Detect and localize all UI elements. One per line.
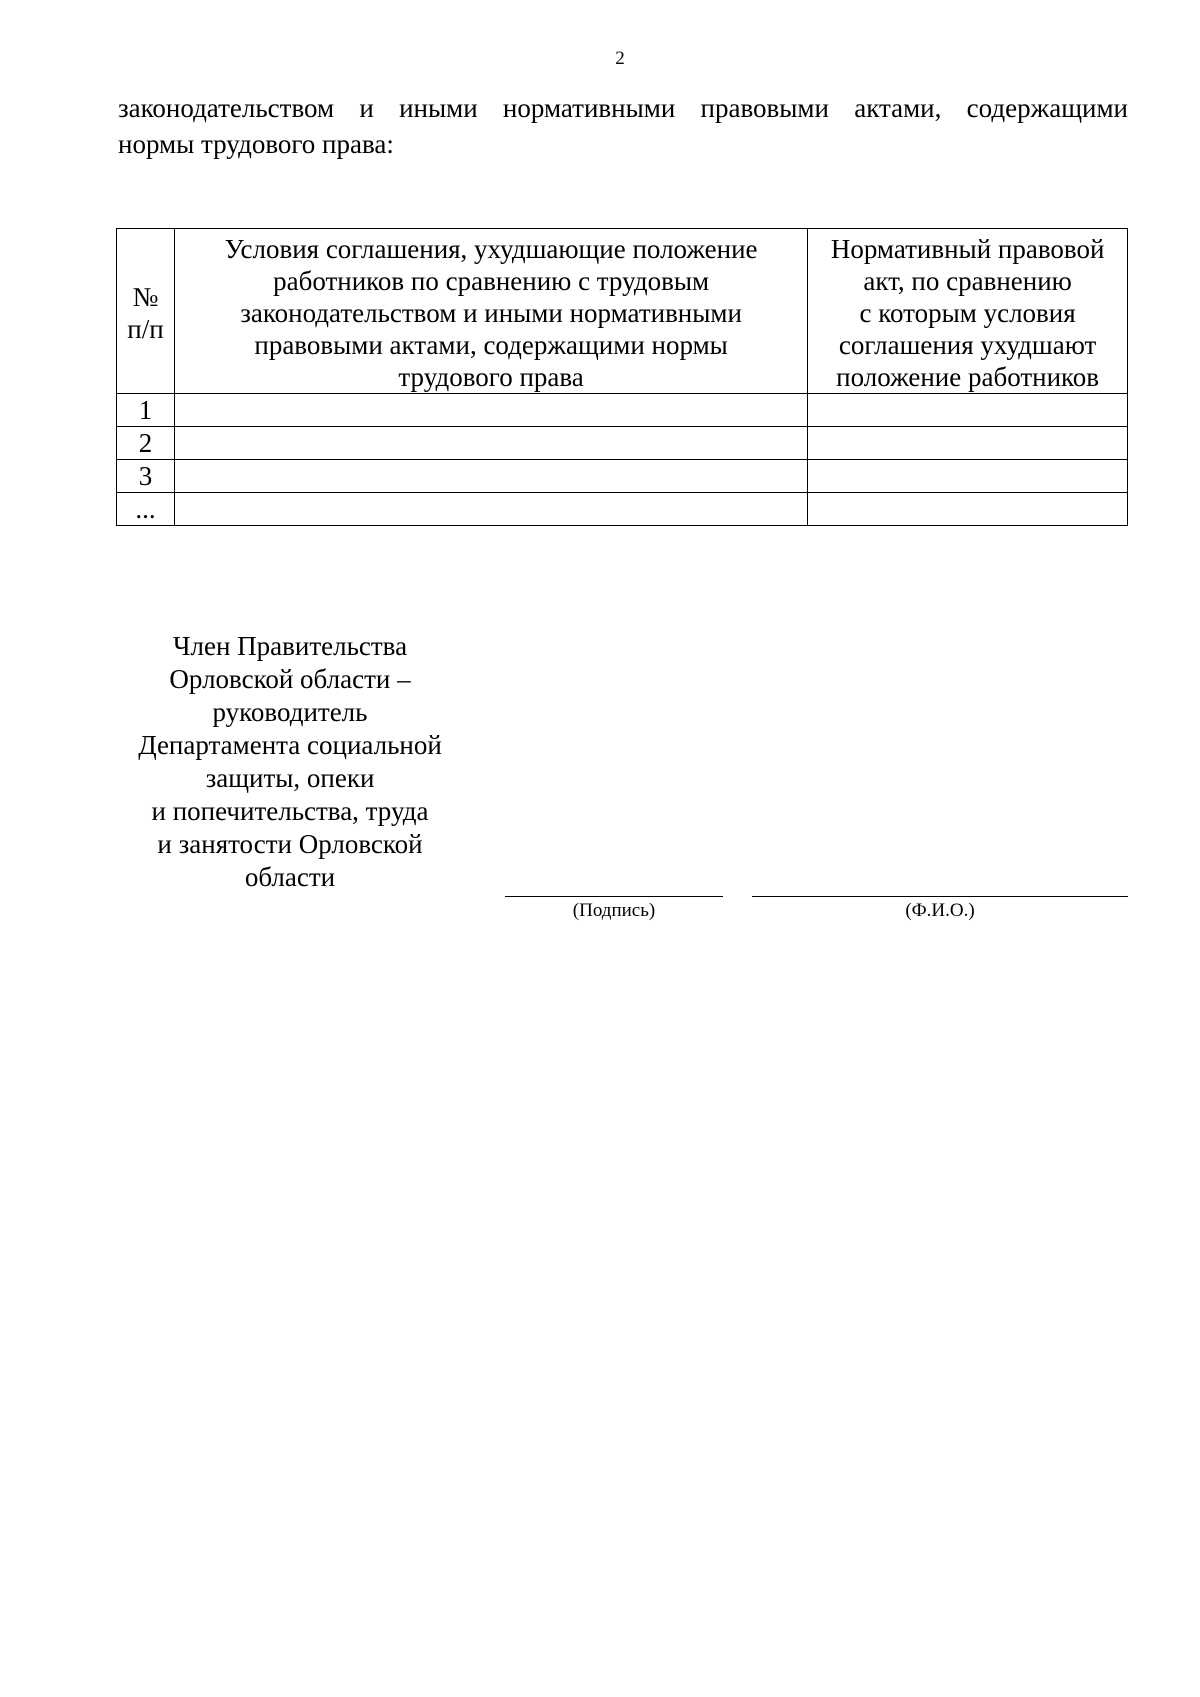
row-conditions-cell (174, 460, 807, 493)
signatory-title-line: и занятости Орловской (157, 829, 423, 859)
signatory-title-line: Орловской области – (169, 664, 411, 694)
signatory-title-line: Департамента социальной (138, 730, 442, 760)
signatory-title (120, 630, 460, 894)
conditions-table (116, 228, 1128, 526)
header-conditions-line: законодательством и иными нормативными (240, 298, 742, 328)
header-conditions-line: трудового права (398, 362, 584, 392)
signatory-title-line: и попечительства, труда (151, 796, 429, 826)
signatory-title-line: защиты, опеки (205, 763, 375, 793)
header-num-line: п/п (127, 314, 164, 344)
intro-paragraph (118, 90, 1128, 162)
header-act (808, 229, 1128, 394)
row-num: ... (117, 493, 175, 526)
name-caption: (Ф.И.О.) (905, 900, 975, 921)
row-num: 1 (117, 394, 175, 427)
header-conditions (174, 229, 807, 394)
table-row (117, 427, 1128, 460)
page-number: 2 (615, 48, 625, 69)
row-conditions-cell (174, 493, 807, 526)
name-line (752, 896, 1128, 897)
row-act-cell (808, 493, 1128, 526)
header-act-line: с которым условия (859, 298, 1076, 328)
row-act-cell (808, 460, 1128, 493)
signature-caption: (Подпись) (572, 900, 656, 921)
table-row (117, 394, 1128, 427)
signature-line (505, 896, 723, 897)
table-header-row (117, 229, 1128, 394)
header-num (117, 229, 175, 394)
row-num: 2 (117, 427, 175, 460)
header-conditions-line: Условия соглашения, ухудшающие положение (224, 234, 758, 264)
intro-line-1: законодательством и иными нормативными правовыми актами, содержащими (118, 93, 1128, 123)
header-act-line: акт, по сравнению (863, 266, 1072, 296)
header-act-line: соглашения ухудшают (838, 330, 1097, 360)
intro-line-2: нормы трудового права: (118, 129, 394, 159)
row-act-cell (808, 394, 1128, 427)
header-act-line: Нормативный правовой (830, 234, 1105, 264)
row-act-cell (808, 427, 1128, 460)
row-conditions-cell (174, 427, 807, 460)
signatory-title-line: области (244, 862, 336, 892)
signatory-title-line: руководитель (212, 697, 368, 727)
row-conditions-cell (174, 394, 807, 427)
table-row (117, 493, 1128, 526)
row-num: 3 (117, 460, 175, 493)
header-act-line: положение работников (836, 362, 1100, 392)
signatory-title-line: Член Правительства (172, 631, 408, 661)
header-conditions-line: правовыми актами, содержащими нормы (254, 330, 728, 360)
header-num-line: № (132, 282, 159, 312)
table-row (117, 460, 1128, 493)
header-conditions-line: работников по сравнению с трудовым (273, 266, 710, 296)
